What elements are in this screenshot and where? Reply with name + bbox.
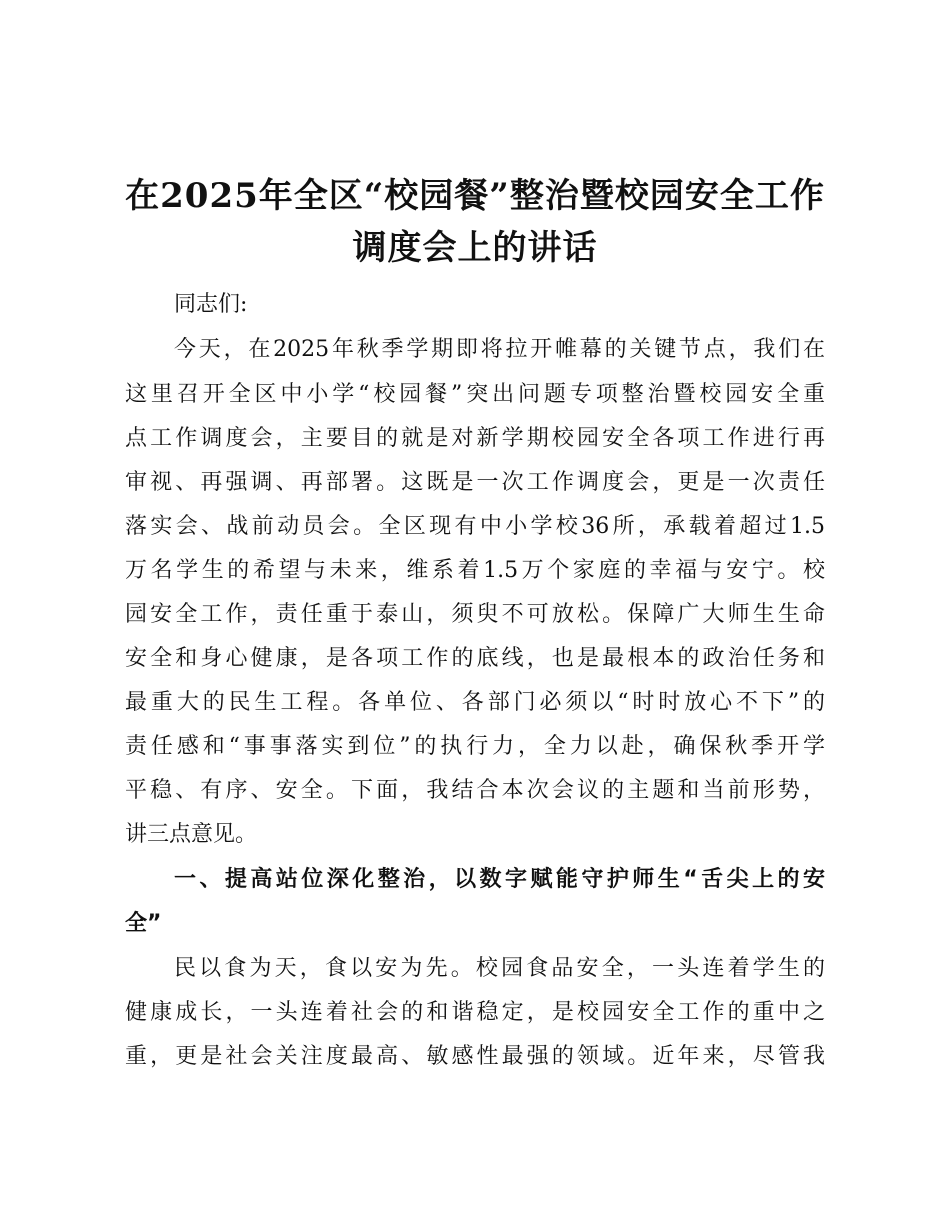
salutation: 同志们: xyxy=(174,292,248,317)
section-heading-1-line: 全” xyxy=(125,911,162,936)
paragraph-1-line: 安全和身心健康，是各项工作的底线，也是最根本的政治任务和 xyxy=(125,646,825,671)
paragraph-1-line: 平稳、有序、安全。下面，我结合本次会议的主题和当前形势， xyxy=(125,778,825,803)
paragraph-1-line: 点工作调度会，主要目的就是对新学期校园安全各项工作进行再 xyxy=(125,426,825,451)
paragraph-2-line: 健康成长，一头连着社会的和谐稳定，是校园安全工作的重中之 xyxy=(125,1000,825,1025)
paragraph-1-line: 讲三点意见。 xyxy=(125,822,258,847)
paragraph-1-line: 这里召开全区中小学“校园餐”突出问题专项整治暨校园安全重 xyxy=(125,382,825,407)
paragraph-1-line: 万名学生的希望与未来，维系着1.5万个家庭的幸福与安宁。校 xyxy=(125,558,825,583)
paragraph-1-line: 责任感和“事事落实到位”的执行力，全力以赴，确保秋季开学 xyxy=(125,734,825,759)
document-title-line-2: 调度会上的讲话 xyxy=(352,228,598,268)
paragraph-1-line: 园安全工作，责任重于泰山，须臾不可放松。保障广大师生生命 xyxy=(125,602,825,627)
paragraph-1-line: 今天，在2025年秋季学期即将拉开帷幕的关键节点，我们在 xyxy=(174,337,825,362)
paragraph-1-line: 审视、再强调、再部署。这既是一次工作调度会，更是一次责任 xyxy=(125,470,825,495)
paragraph-1-line: 落实会、战前动员会。全区现有中小学校36所，承载着超过1.5 xyxy=(125,514,825,539)
paragraph-2-line: 重，更是社会关注度最高、敏感性最强的领域。近年来，尽管我 xyxy=(125,1044,825,1069)
section-heading-1-line: 一、提高站位深化整治，以数字赋能守护师生“舌尖上的安 xyxy=(174,867,825,892)
document-title-line-1: 在2025年全区“校园餐”整治暨校园安全工作 xyxy=(125,176,825,216)
paragraph-1-line: 最重大的民生工程。各单位、各部门必须以“时时放心不下”的 xyxy=(125,690,825,715)
paragraph-2-line: 民以食为天，食以安为先。校园食品安全，一头连着学生的 xyxy=(174,956,825,981)
